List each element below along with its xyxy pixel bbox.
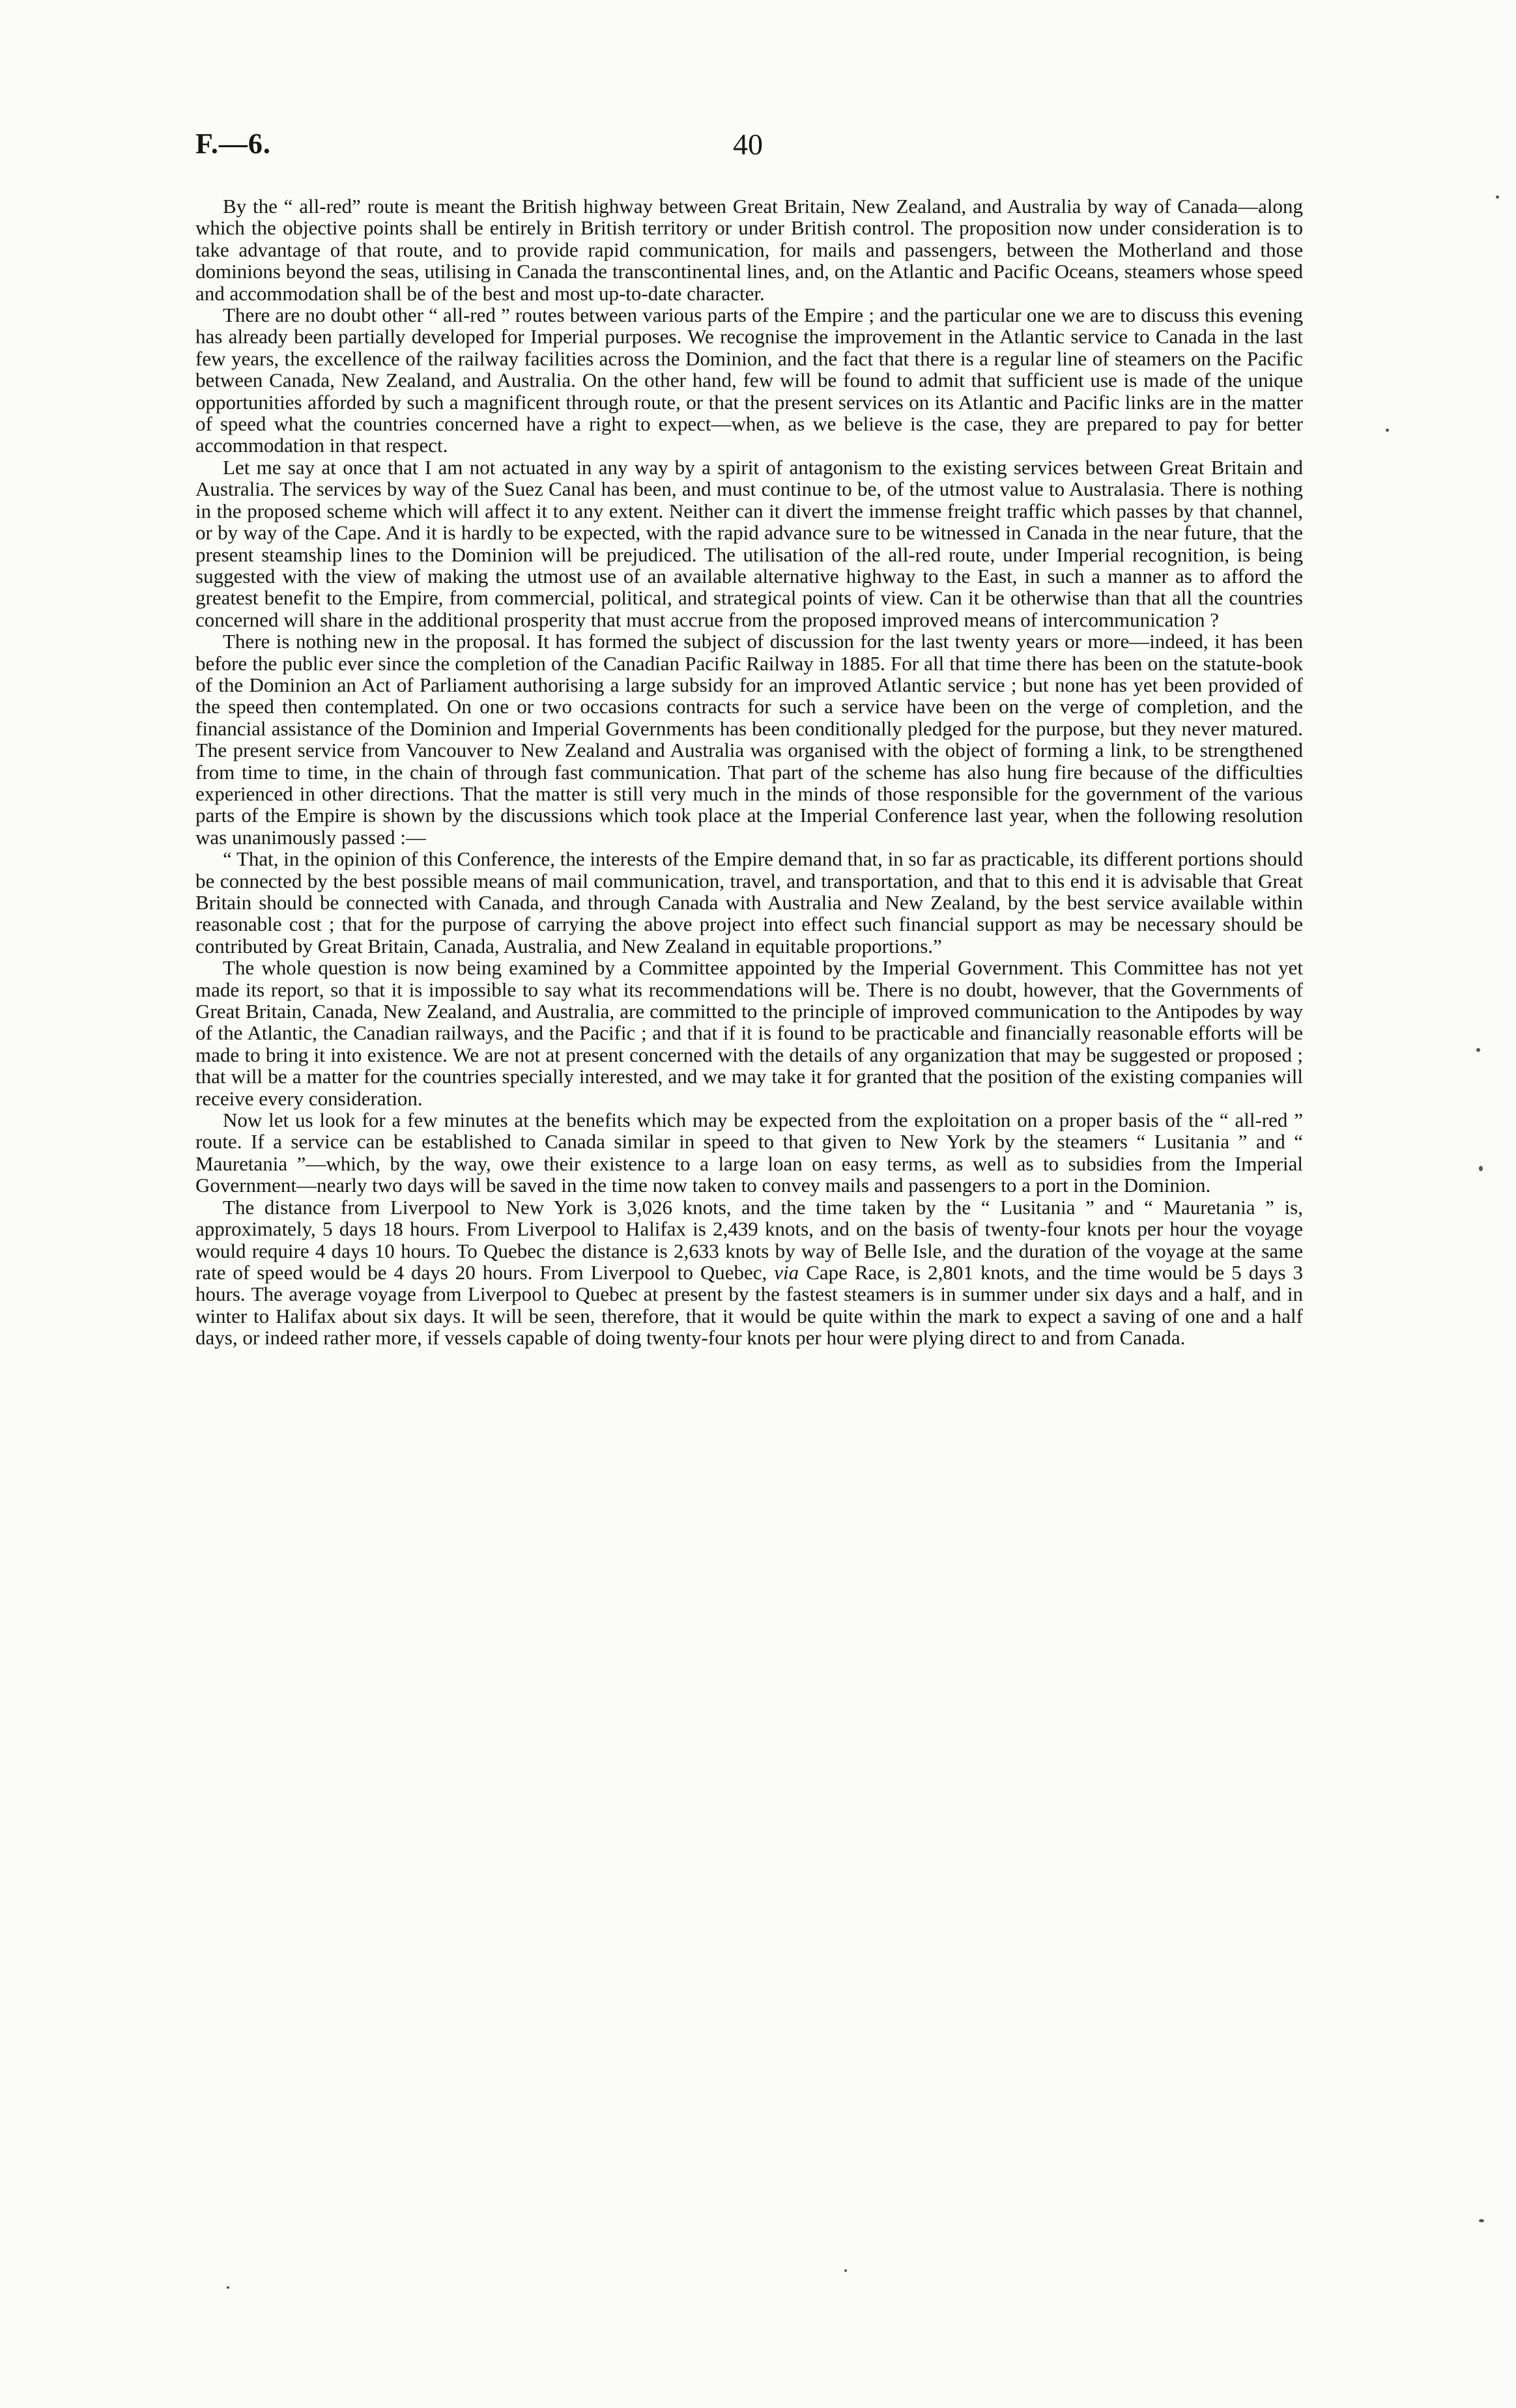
paragraph-other-routes: There are no doubt other “ all-red ” routes between various parts of the Empire ; and the particular one we are to discuss this evening has already been partially developed for Imperial purposes. We recognise the improvement in the Atlantic service to Canada in the last few years, the excellence of the railway facilities across the Dominion, and the fact that there is a regular line of steamers on the Pacific between Canada, New Zealand, and Australia. On the other hand, few will be found to admit that sufficient use is made of the unique opportunities afforded by such a magnificent through route, or that the present services on its Atlantic and Pacific links are in the matter of speed what the countries concerned have a right to expect—when, as we believe is the case, they are prepared to pay for better accommodation in that respect. [195,304,1303,457]
body-text [195,195,1303,1349]
scan-speck [1496,195,1499,199]
scan-speck [1386,429,1389,432]
distances-text-end: Cape Race, is 2,801 knots, and the time would be 5 days 3 hours. The average voyage from Liverpool to Quebec at present by the fastest steamers is in summer under six days and a half, and in winter to Halifax about six days. It will be seen, therefore, that it would be quite within the mark to expect a saving of one and a half days, or indeed rather more, if vessels capable of doing twenty-four knots per hour were plying direct to and from Canada. [195,1260,1303,1350]
paragraph-distances [195,1197,1303,1349]
scan-speck [1479,1166,1483,1171]
paragraph-all-red-definition: By the “ all-red” route is meant the British highway between Great Britain, New Zealand, and Australia by way of Canada—along which the objective points shall be entirely in British territory or under British control. The proposition now under consideration is to take advantage of that route, and to provide rapid communication, for mails and passengers, between the Motherland and those dominions beyond the seas, utilising in Canada the transcontinental lines, and, on the Atlantic and Pacific Oceans, steamers whose speed and accommodation shall be of the best and most up-to-date character. [195,195,1303,305]
scan-speck [844,2269,847,2272]
document-reference: F.—6. [195,128,271,160]
page-number: 40 [733,128,763,161]
paragraph-no-antagonism: Let me say at once that I am not actuated in any way by a spirit of antagonism to the existing services between Great Britain and Australia. The services by way of the Suez Canal has been, and must continue to be, of the utmost value to Australasia. There is nothing in the proposed scheme which will affect it to any extent. Neither can it divert the immense freight traffic which passes by that channel, or by way of the Cape. And it is hardly to be expected, with the rapid advance sure to be witnessed in Canada in the near future, that the present steamship lines to the Dominion will be prejudiced. The utilisation of the all-red route, under Imperial recognition, is being suggested with the view of making the utmost use of an available alternative highway to the East, in such a manner as to afford the greatest benefit to the Empire, from commercial, political, and strategical points of view. Can it be otherwise than that all the countries concerned will share in the additional prosperity that must accrue from the proposed improved means of intercommunication ? [195,455,1303,631]
page-header [195,127,1303,173]
scan-speck [227,2286,229,2289]
paragraph-benefits: Now let us look for a few minutes at the benefits which may be expected from the exploitation on a proper basis of the “ all-red ” route. If a service can be established to Canada similar in speed to that given to New York by the steamers “ Lusitania ” and “ Mauretania ”—which, by the way, owe their existence to a large loan on easy terms, as well as to subsidies from the Imperial Government—nearly two days will be saved in the time now taken to convey mails and passengers to a port in the Dominion. [195,1109,1303,1197]
scan-speck [1476,1048,1480,1052]
paragraph-history: There is nothing new in the proposal. It has formed the subject of discussion for the last twenty years or more—indeed, it has been before the public ever since the completion of the Canadian Pacific Railway in 1885. For all that time there has been on the statute-book of the Dominion an Act of Parliament authorising a large subsidy for an improved Atlantic service ; but none has yet been provided of the speed then contemplated. On one or two occasions contracts for such a service have been on the verge of completion, and the financial assistance of the Dominion and Imperial Governments has been conditionally pledged for the purpose, but they never matured. The present service from Vancouver to New Zealand and Australia was organised with the object of forming a link, to be strengthened from time to time, in the chain of through fast communication. That part of the scheme has also hung fire because of the difficulties experienced in other directions. That the matter is still very much in the minds of those responsible for the government of the various parts of the Empire is shown by the discussions which took place at the Imperial Conference last year, when the following resolution was unanimously passed :— [195,630,1303,849]
paragraph-committee: The whole question is now being examined by a Committee appointed by the Imperial Government. This Committee has not yet made its report, so that it is impossible to say what its recommendations will be. There is no doubt, however, that the Governments of Great Britain, Canada, New Zealand, and Australia, are committed to the principle of improved communication to the Antipodes by way of the Atlantic, the Canadian railways, and the Pacific ; and that if it is found to be practicable and financially reasonable efforts will be made to bring it into existence. We are not at present concerned with the details of any organization that may be suggested or proposed ; that will be a matter for the countries specially interested, and we may take it for granted that the position of the existing companies will receive every consideration. [195,956,1303,1110]
distances-text-start: The distance from Liverpool to New York is 3,026 knots, and the time taken by the “ Lusitania ” and “ Mauretania ” is, approximately, 5 days 18 hours. From Liverpool to Halifax is 2,439 knots, and on the basis of twenty-four knots per hour the voyage would require 4 days 10 hours. To Quebec the distance is 2,633 knots by way of Belle Isle, and the duration of the voyage at the same rate of speed would be 4 days 20 hours. From Liverpool to Quebec, [195,1195,1303,1284]
scan-speck [1479,2219,1484,2222]
paragraph-resolution-quote: “ That, in the opinion of this Conference, the interests of the Empire demand that, in so far as practicable, its different portions should be connected by the best possible means of mail communication, travel, and transportation, and that to this end it is advisable that Great Britain should be connected with Canada, and through Canada with Australia and New Zealand, by the best service available within reasonable cost ; that for the purpose of carrying the above project into effect such financial support as may be necessary should be contributed by Great Britain, Canada, Australia, and New Zealand in equitable proportions.” [195,847,1303,957]
via-italic: via [774,1260,799,1284]
